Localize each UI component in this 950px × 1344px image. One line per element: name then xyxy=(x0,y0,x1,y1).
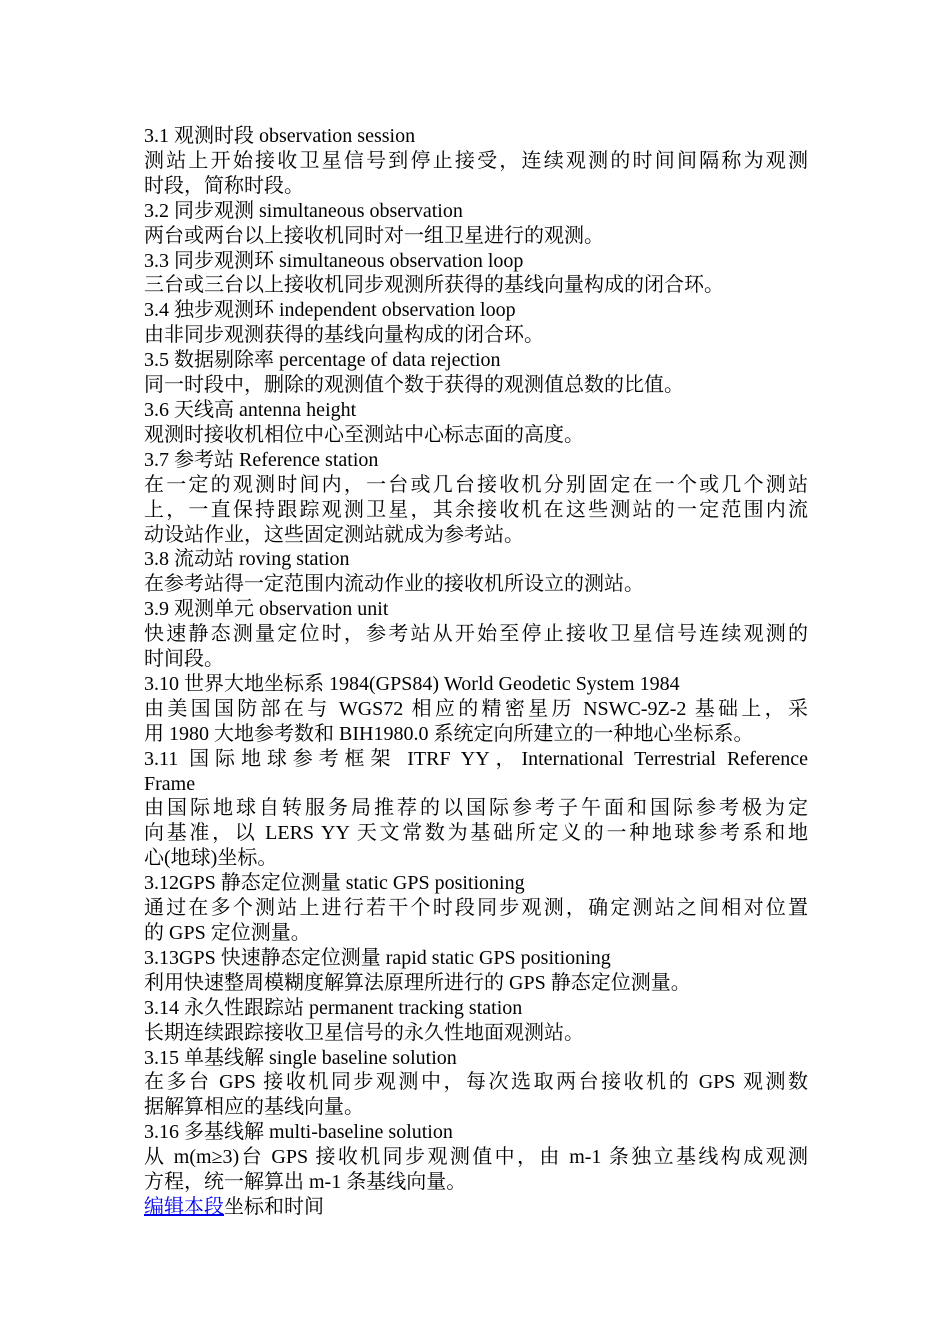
term-heading: 3.11 国际地球参考框架 ITRF YY，International Terrestrial Reference xyxy=(144,747,808,770)
term-heading: 3.8 流动站 roving station xyxy=(144,548,350,571)
term-heading: 3.6 天线高 antenna height xyxy=(144,398,357,421)
term-heading: 3.4 独步观测环 independent observation loop xyxy=(144,299,516,322)
term-definition-line: 快速静态测量定位时，参考站从开始至停止接收卫星信号连续观测的 xyxy=(144,623,808,646)
term-3-16 xyxy=(144,1120,808,1195)
term-definition-line: 据解算相应的基线向量。 xyxy=(144,1096,364,1119)
term-definition-line: 同一时段中，删除的观测值个数于获得的观测值总数的比值。 xyxy=(144,374,684,397)
term-heading: 3.16 多基线解 multi-baseline solution xyxy=(144,1121,453,1144)
term-3-10 xyxy=(144,672,808,747)
term-3-9 xyxy=(144,597,808,672)
term-3-7 xyxy=(144,448,808,548)
term-3-15 xyxy=(144,1046,808,1121)
term-3-14 xyxy=(144,996,808,1046)
term-definition-line: 时段，简称时段。 xyxy=(144,174,304,197)
term-3-12 xyxy=(144,871,808,946)
term-definition-line: 向基准，以 LERS YY 天文常数为基础所定义的一种地球参考系和地 xyxy=(144,822,808,845)
term-definition-line: 长期连续跟踪接收卫星信号的永久性地面观测站。 xyxy=(144,1021,584,1044)
term-definition-line: 时间段。 xyxy=(144,648,224,671)
term-3-6 xyxy=(144,398,808,448)
term-definition-line: 从 m(m≥3)台 GPS 接收机同步观测值中，由 m-1 条独立基线构成观测 xyxy=(144,1146,808,1169)
term-definition-line: 通过在多个测站上进行若干个时段同步观测，确定测站之间相对位置 xyxy=(144,897,808,920)
term-definition-line: 动设站作业，这些固定测站就成为参考站。 xyxy=(144,523,524,546)
term-definition-line: 观测时接收机相位中心至测站中心标志面的高度。 xyxy=(144,423,584,446)
term-heading: Frame xyxy=(144,772,196,795)
term-heading: 3.2 同步观测 simultaneous observation xyxy=(144,199,463,222)
edit-section-link[interactable]: 编辑本段 xyxy=(144,1195,224,1218)
term-definition-line: 上，一直保持跟踪观测卫星，其余接收机在这些测站的一定范围内流 xyxy=(144,498,808,521)
term-heading: 3.14 永久性跟踪站 permanent tracking station xyxy=(144,996,523,1019)
term-heading: 3.3 同步观测环 simultaneous observation loop xyxy=(144,249,524,272)
term-definition-line: 由国际地球自转服务局推荐的以国际参考子午面和国际参考极为定 xyxy=(144,797,808,820)
term-heading: 3.15 单基线解 single baseline solution xyxy=(144,1046,457,1069)
term-3-8 xyxy=(144,547,808,597)
term-definition-line: 在多台 GPS 接收机同步观测中，每次选取两台接收机的 GPS 观测数 xyxy=(144,1071,808,1094)
term-definition-line: 由美国国防部在与 WGS72 相应的精密星历 NSWC-9Z-2 基础上，采 xyxy=(144,697,808,720)
term-3-3 xyxy=(144,249,808,299)
term-definition-line: 心(地球)坐标。 xyxy=(144,847,278,870)
term-definition-line: 三台或三台以上接收机同步观测所获得的基线向量构成的闭合环。 xyxy=(144,274,724,297)
term-heading: 3.12GPS 静态定位测量 static GPS positioning xyxy=(144,872,525,895)
term-definition-line: 在一定的观测时间内，一台或几台接收机分别固定在一个或几个测站 xyxy=(144,473,808,496)
section-footer xyxy=(144,1195,808,1220)
term-definition-line: 利用快速整周模糊度解算法原理所进行的 GPS 静态定位测量。 xyxy=(144,971,691,994)
term-heading: 3.5 数据剔除率 percentage of data rejection xyxy=(144,349,501,372)
term-definition-line: 方程，统一解算出 m-1 条基线向量。 xyxy=(144,1171,467,1194)
term-3-13 xyxy=(144,946,808,996)
term-definition-line: 两台或两台以上接收机同时对一组卫星进行的观测。 xyxy=(144,224,604,247)
term-3-2 xyxy=(144,199,808,249)
term-heading: 3.7 参考站 Reference station xyxy=(144,448,379,471)
term-3-11 xyxy=(144,747,808,872)
term-3-5 xyxy=(144,348,808,398)
term-definition-line: 由非同步观测获得的基线向量构成的闭合环。 xyxy=(144,324,544,347)
document-body xyxy=(144,124,808,1220)
term-definition-line: 的 GPS 定位测量。 xyxy=(144,922,311,944)
term-definition-line: 测站上开始接收卫星信号到停止接受，连续观测的时间间隔称为观测 xyxy=(144,149,808,172)
term-heading: 3.9 观测单元 observation unit xyxy=(144,598,389,621)
term-heading: 3.10 世界大地坐标系 1984(GPS84) World Geodetic System 1984 xyxy=(144,672,680,695)
section-title: 坐标和时间 xyxy=(224,1195,324,1218)
term-heading: 3.13GPS 快速静态定位测量 rapid static GPS positioning xyxy=(144,946,611,969)
term-definition-line: 用 1980 大地参考数和 BIH1980.0 系统定向所建立的一种地心坐标系。 xyxy=(144,722,754,745)
term-3-4 xyxy=(144,298,808,348)
term-3-1 xyxy=(144,124,808,199)
term-definition-line: 在参考站得一定范围内流动作业的接收机所设立的测站。 xyxy=(144,573,644,596)
term-heading: 3.1 观测时段 observation session xyxy=(144,125,416,147)
